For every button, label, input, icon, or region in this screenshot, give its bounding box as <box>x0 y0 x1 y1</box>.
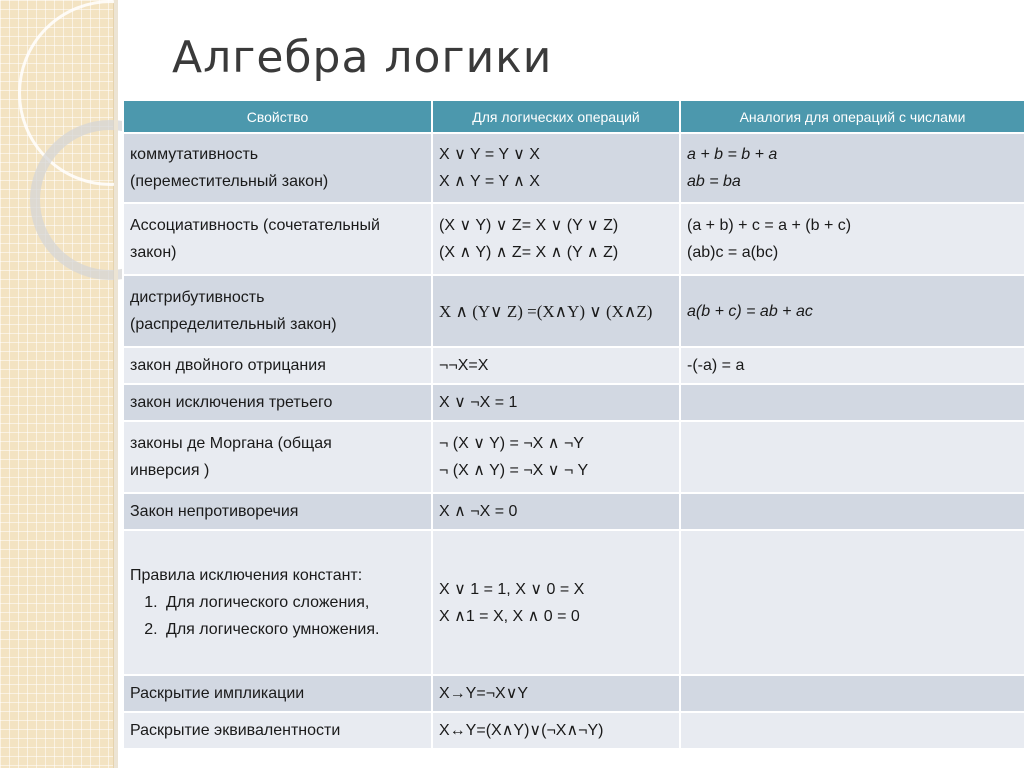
table-row <box>123 133 1024 203</box>
analogy-formula: (a + b) + c = a + (b + c) <box>687 217 852 234</box>
property-text: коммутативность <box>130 146 259 163</box>
logic-formula: X ∨ Y = Y ∨ X <box>439 146 540 163</box>
analogy-cell <box>680 275 1024 347</box>
property-text: Закон непротиворечия <box>130 503 299 520</box>
analogy-cell <box>680 675 1024 712</box>
list-item: 2. Для логического умножения. <box>162 616 425 643</box>
logic-formula: X ∧ ¬X = 0 <box>439 503 518 520</box>
logic-laws-table <box>122 101 1024 750</box>
property-cell <box>123 203 432 275</box>
property-text: закон исключения третьего <box>130 394 333 411</box>
analogy-cell <box>680 133 1024 203</box>
property-cell <box>123 275 432 347</box>
table-row <box>123 347 1024 384</box>
table-row <box>123 384 1024 421</box>
header-logic: Для логических операций <box>432 101 680 133</box>
analogy-cell <box>680 203 1024 275</box>
analogy-cell <box>680 421 1024 493</box>
analogy-formula: -(-a) = a <box>687 357 745 374</box>
logic-cell <box>432 275 680 347</box>
property-cell <box>123 675 432 712</box>
logic-formula: (X ∧ Y) ∧ Z= X ∧ (Y ∧ Z) <box>439 244 619 261</box>
analogy-cell <box>680 530 1024 675</box>
header-analogy: Аналогия для операций с числами <box>680 101 1024 133</box>
analogy-cell <box>680 493 1024 530</box>
logic-formula: X ∨ ¬X = 1 <box>439 394 518 411</box>
table-row <box>123 421 1024 493</box>
property-text: инверсия ) <box>130 462 210 479</box>
logic-formula: ¬ (X ∧ Y) = ¬X ∨ ¬ Y <box>439 462 589 479</box>
logic-formula: (X ∨ Y) ∨ Z= X ∨ (Y ∨ Z) <box>439 217 619 234</box>
list-item: 1. Для логического сложения, <box>162 589 425 616</box>
logic-cell <box>432 712 680 749</box>
property-text: Раскрытие импликации <box>130 685 305 702</box>
decorative-side-panel <box>0 0 114 768</box>
logic-formula: X ∧ Y = Y ∧ X <box>439 173 540 190</box>
property-text: (распределительный закон) <box>130 316 337 333</box>
logic-formula: ¬ (X ∨ Y) = ¬X ∧ ¬Y <box>439 435 584 452</box>
property-text: Ассоциативность (сочетательный <box>130 217 380 234</box>
property-cell <box>123 493 432 530</box>
logic-formula: ¬¬X=X <box>439 357 489 374</box>
analogy-formula: ab = ba <box>687 173 741 190</box>
property-text: (переместительный закон) <box>130 173 329 190</box>
property-text: законы де Моргана (общая <box>130 435 332 452</box>
table-row <box>123 712 1024 749</box>
property-cell <box>123 712 432 749</box>
analogy-formula: a(b + c) = ab + ac <box>687 302 813 320</box>
rules-list <box>130 589 425 643</box>
property-text: Раскрытие эквивалентности <box>130 722 341 739</box>
side-panel-edge <box>114 0 118 768</box>
logic-cell <box>432 347 680 384</box>
logic-cell <box>432 384 680 421</box>
property-cell <box>123 133 432 203</box>
analogy-formula: a + b = b + a <box>687 146 778 163</box>
analogy-cell <box>680 347 1024 384</box>
logic-cell <box>432 133 680 203</box>
table-row <box>123 203 1024 275</box>
analogy-cell <box>680 384 1024 421</box>
logic-formula: X↔Y=(X∧Y)∨(¬X∧¬Y) <box>439 722 604 739</box>
logic-cell <box>432 675 680 712</box>
property-text: дистрибутивность <box>130 289 265 306</box>
header-property: Свойство <box>123 101 432 133</box>
logic-formula: X ∧ (Y∨ Z) =(X∧Y) ∨ (X∧Z) <box>439 301 653 321</box>
property-cell <box>123 384 432 421</box>
analogy-formula: (ab)c = a(bc) <box>687 244 779 261</box>
property-cell <box>123 530 432 675</box>
table-row <box>123 493 1024 530</box>
logic-cell <box>432 203 680 275</box>
logic-cell <box>432 493 680 530</box>
table-header-row <box>123 101 1024 133</box>
logic-cell <box>432 530 680 675</box>
table-row <box>123 275 1024 347</box>
table-row <box>123 675 1024 712</box>
page-title: Алгебра логики <box>172 32 553 83</box>
property-cell <box>123 421 432 493</box>
table-row <box>123 530 1024 675</box>
logic-formula: X→Y=¬X∨Y <box>439 685 529 702</box>
logic-formula: X ∨ 1 = 1, X ∨ 0 = X <box>439 580 585 598</box>
property-text: закон) <box>130 244 177 261</box>
logic-cell <box>432 421 680 493</box>
property-text: закон двойного отрицания <box>130 357 326 374</box>
property-cell <box>123 347 432 384</box>
analogy-cell <box>680 712 1024 749</box>
property-text: Правила исключения констант: <box>130 567 363 584</box>
logic-formula: X ∧1 = X, X ∧ 0 = 0 <box>439 607 580 625</box>
